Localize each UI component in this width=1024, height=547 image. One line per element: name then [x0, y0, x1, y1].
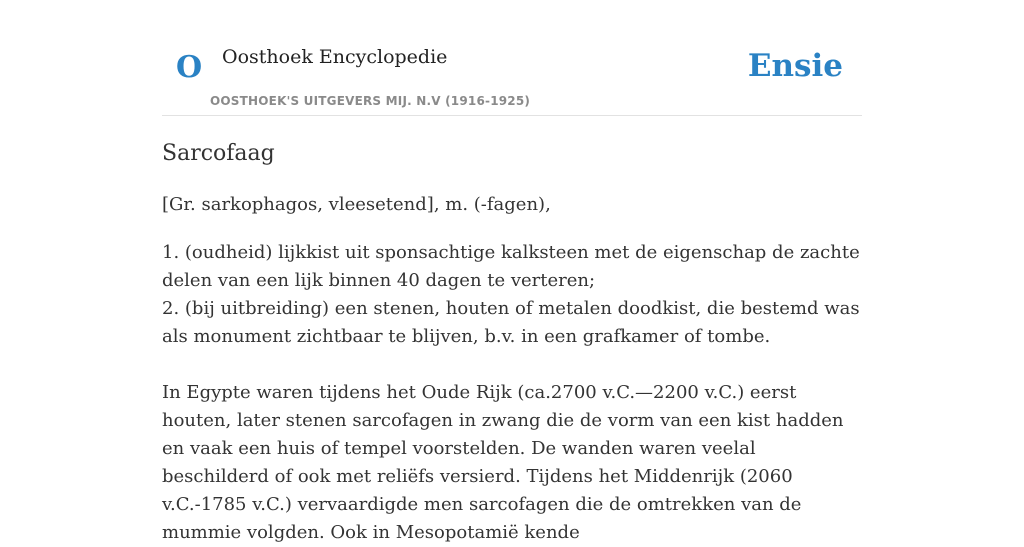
entry-body [162, 379, 862, 547]
definition-item: 1. (oudheid) lijkkist uit sponsachtige kalksteen met de eigenschap de zachte delen van een lijk binnen 40 dagen te verteren; [162, 242, 860, 291]
oosthoek-logo[interactable]: O [176, 50, 203, 85]
entry-definitions [162, 239, 862, 351]
site-header [162, 40, 862, 116]
publisher-subtitle: OOSTHOEK'S UITGEVERS MIJ. N.V (1916-1925) [210, 94, 531, 108]
entry-etymology: [Gr. sarkophagos, vleesetend], m. (-fagen), [162, 194, 551, 215]
definition-item: 2. (bij uitbreiding) een stenen, houten of metalen doodkist, die bestemd was als monument zichtbaar te blijven, b.v. in een grafkamer of tombe. [162, 298, 860, 347]
ensie-logo-link[interactable]: Ensie [747, 48, 843, 84]
body-paragraph: In Egypte waren tijdens het Oude Rijk (ca.2700 v.C.—2200 v.C.) eerst houten, later stenen sarcofagen in zwang die de vorm van een kist hadden en vaak een huis of tempel voorstelden. De wanden waren veelal beschilderd of ook met reliëfs versierd. Tijdens het Middenrijk (2060 v.C.-1785 v.C.) vervaardigde men sarcofagen die de omtrekken van de mummie volgden. Ook in Mesopotamië kende [162, 382, 844, 543]
entry-title: Sarcofaag [162, 141, 275, 166]
encyclopedia-title-link[interactable]: Oosthoek Encyclopedie [222, 46, 448, 68]
